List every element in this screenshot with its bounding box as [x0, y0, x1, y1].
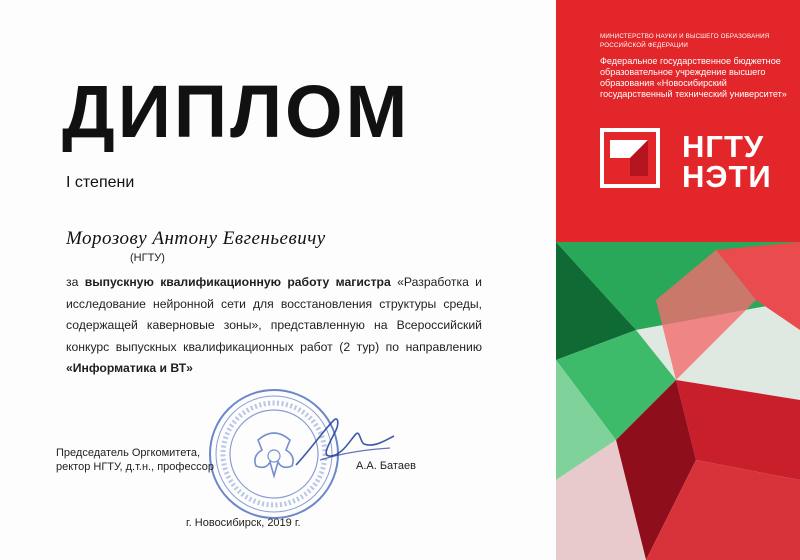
brand-panel	[556, 0, 800, 560]
signer-title	[56, 446, 214, 474]
signer-line1: Председатель Оргкомитета,	[56, 447, 201, 459]
diploma-title: ДИПЛОМ	[62, 70, 411, 153]
recipient-name: Морозову Антону Евгеньевичу	[66, 228, 326, 249]
city-year: г. Новосибирск, 2019 г.	[186, 517, 301, 529]
logo-line1: НГТУ	[682, 129, 765, 164]
body-rest: «Разработка и исследование нейронной сети для восстановления структуры среды, содержащей каверновые зоны», представленную на Всероссийский конкурс выпускных квалификационных работ (2 тур) по направлению	[66, 275, 482, 354]
award-description	[66, 272, 482, 380]
university-name: Федеральное государственное бюджетное образовательное учреждение высшего образования «Новосибирский государственный технический университет»	[600, 56, 787, 99]
body-work-type: выпускную квалификационную работу магистра	[84, 275, 391, 289]
diploma-degree: I степени	[66, 174, 135, 191]
brand-logotype	[682, 129, 772, 194]
logo-line2: НЭТИ	[682, 159, 772, 194]
signer-name: А.А. Батаев	[356, 460, 416, 472]
recipient-organization: (НГТУ)	[130, 252, 165, 264]
body-direction: «Информатика и ВТ»	[66, 361, 193, 375]
body-prefix: за	[66, 275, 85, 289]
ministry-name: МИНИСТЕРСТВО НАУКИ И ВЫСШЕГО ОБРАЗОВАНИЯ РОССИЙСКОЙ ФЕДЕРАЦИИ	[600, 33, 770, 49]
ngtu-logo-icon	[600, 128, 660, 188]
signer-line2: ректор НГТУ, д.т.н., профессор	[56, 461, 214, 473]
